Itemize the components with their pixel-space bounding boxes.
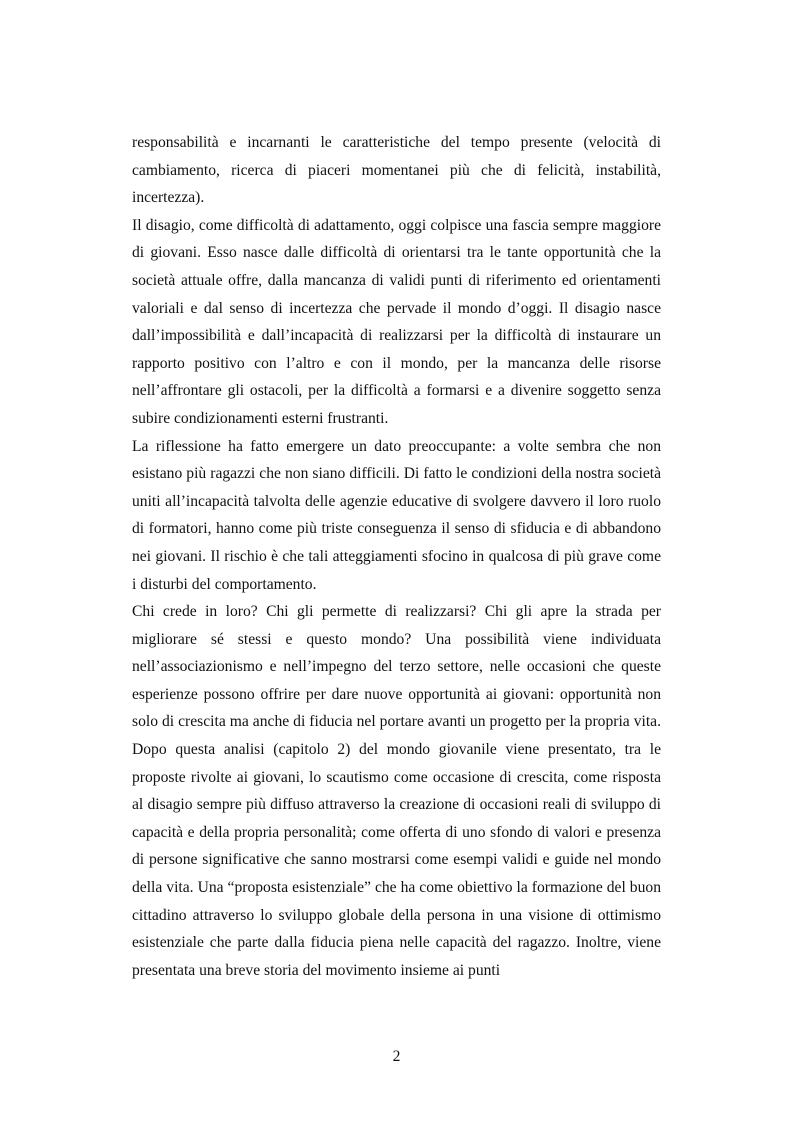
paragraph-3: La riflessione ha fatto emergere un dato preoccupante: a volte sembra che non esistano più ragazzi che non siano difficili. Di fatto le condizioni della nostra società uniti all’incapacità talvolta delle agenzie educative di svolgere davvero il loro ruolo di formatori, hanno come più triste conseguenza il senso di sfiducia e di abbandono nei giovani. Il rischio è che tali atteggiamenti sfocino in qualcosa di più grave come i disturbi del comportamento. [132,437,661,593]
page-number: 2 [392,1048,401,1065]
paragraph-1: responsabilità e incarnanti le caratteristiche del tempo presente (velocità di cambiamento, ricerca di piaceri momentanei più che di felicità, instabilità, incertezza). [132,134,661,207]
body-text [132,129,661,984]
paragraph-2: Il disagio, come difficoltà di adattamento, oggi colpisce una fascia sempre maggiore di giovani. Esso nasce dalle difficoltà di orientarsi tra le tante opportunità che la società attuale offre, dalla mancanza di validi punti di riferimento ed orientamenti valoriali e dal senso di incertezza che pervade il mondo d’oggi. Il disagio nasce dall’impossibilità e dall’incapacità di realizzarsi per la difficoltà di instaurare un rapporto positivo con l’altro e con il mondo, per la mancanza delle risorse nell’affrontare gli ostacoli, per la difficoltà a formarsi e a divenire soggetto senza subire condizionamenti esterni frustranti. [132,216,661,427]
paragraph-4: Chi crede in loro? Chi gli permette di realizzarsi? Chi gli apre la strada per migliorare sé stessi e questo mondo? Una possibilità viene individuata nell’associazionismo e nell’impegno del terzo settore, nelle occasioni che queste esperienze possono offrire per dare nuove opportunità ai giovani: opportunità non solo di crescita ma anche di fiducia nel portare avanti un progetto per la propria vita. Dopo questa analisi (capitolo 2) del mondo giovanile viene presentato, tra le proposte rivolte ai giovani, lo scautismo come occasione di crescita, come risposta al disagio sempre più diffuso attraverso la creazione di occasioni reali di sviluppo di capacità e della propria personalità; come offerta di uno sfondo di valori e presenza di persone significative che sanno mostrarsi come esempi validi e guide nel mondo della vita. Una “proposta esistenziale” che ha come obiettivo la formazione del buon cittadino attraverso lo sviluppo globale della persona in una visione di ottimismo esistenziale che parte dalla fiducia piena nelle capacità del ragazzo. Inoltre, viene presentata una breve storia del movimento insieme ai punti [132,603,661,979]
